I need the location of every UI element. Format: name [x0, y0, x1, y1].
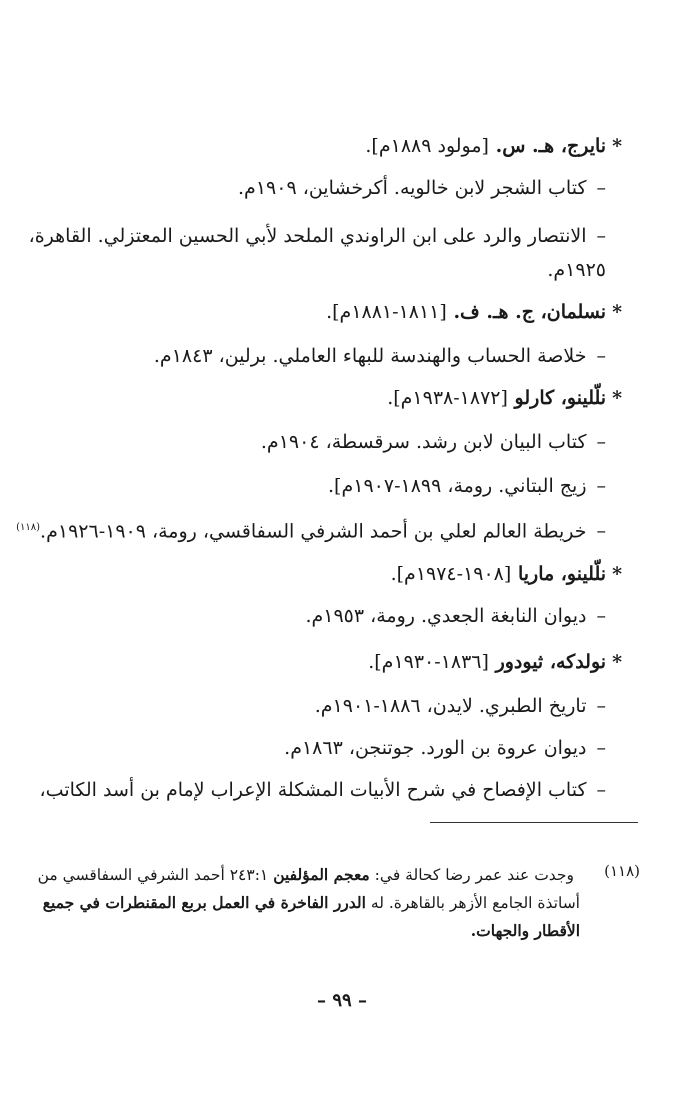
work-text: كتاب البيان لابن رشد. سرقسطة، ١٩٠٤م.: [260, 431, 587, 453]
footnote-book-title-cont: الأقطار والجهات.: [470, 921, 580, 940]
entry-dates: [١٩٠٨-١٩٧٤م].: [390, 563, 512, 585]
work-text: خلاصة الحساب والهندسة للبهاء العاملي. برلين، ١٨٤٣م.: [153, 345, 587, 367]
entry-name: نسلمان، ج. هـ. ف.: [453, 301, 607, 323]
footnote-text: وجدت عند عمر رضا كحالة في:: [369, 866, 574, 884]
footnote-ref[interactable]: (١١٨): [16, 522, 41, 533]
work-text: كتاب الإفصاح في شرح الأبيات المشكلة الإعراب لإمام بن أسد الكاتب،: [39, 779, 587, 801]
footnote-line: [38, 862, 574, 888]
work-dash: –: [596, 475, 606, 497]
footnote-number: (١١٨): [604, 862, 640, 880]
work-item: [29, 222, 606, 250]
work-item: [315, 692, 606, 720]
work-item: [16, 514, 606, 545]
entry-heading: [368, 648, 622, 676]
work-item: [238, 174, 606, 202]
entry-dates: [مولود ١٨٨٩م].: [365, 135, 489, 157]
work-item: [40, 776, 606, 804]
work-text: الانتصار والرد على ابن الراوندي الملحد لأبي الحسين المعتزلي. القاهرة،: [28, 225, 587, 247]
work-item: [305, 602, 606, 630]
work-text: خريطة العالم لعلي بن أحمد الشرفي السفاقسي، رومة، ١٩٠٩-١٩٢٦م.: [40, 520, 587, 543]
footnote-book-title: معجم المؤلفين: [273, 865, 370, 884]
work-dash: –: [596, 431, 606, 453]
page-number: – ٩٩ –: [317, 990, 367, 1011]
work-text: ديوان عروة بن الورد. جوتنجن، ١٨٦٣م.: [284, 737, 587, 759]
work-dash: –: [596, 605, 606, 627]
entry-star: *: [612, 563, 622, 585]
work-dash: –: [596, 779, 606, 801]
work-item: [328, 472, 606, 500]
entry-name: نلّلينو، كارلو: [514, 387, 607, 409]
entry-star: *: [612, 387, 622, 409]
footnote-line: [43, 890, 580, 916]
work-text: تاريخ الطبري. لايدن، ١٨٨٦-١٩٠١م.: [314, 695, 587, 717]
work-dash: –: [596, 177, 606, 199]
work-dash: –: [596, 695, 606, 717]
work-dash: –: [596, 345, 606, 367]
work-dash: –: [596, 520, 606, 543]
entry-name: نلّلينو، ماريا: [517, 563, 607, 585]
work-dash: –: [596, 737, 606, 759]
work-text: زيج البتاني. رومة، ١٨٩٩-١٩٠٧م].: [328, 475, 587, 497]
footnote-book-title: الدرر الفاخرة في العمل بربع المقنطرات في جميع: [42, 893, 366, 912]
footnote-text: أساتذة الجامع الأزهر بالقاهرة. له: [365, 894, 580, 912]
entry-star: *: [612, 135, 622, 157]
entry-star: *: [612, 651, 622, 673]
work-dash: –: [596, 225, 606, 247]
entry-heading: [387, 384, 622, 412]
work-text: كتاب الشجر لابن خالويه. أكرخشاين، ١٩٠٩م.: [238, 177, 587, 199]
entry-heading: [365, 132, 622, 160]
footnote-text: ٢٤٣:١ أحمد الشرفي السفاقسي من: [37, 866, 274, 884]
entry-star: *: [612, 301, 622, 323]
entry-dates: [١٨١١-١٨٨١م].: [326, 301, 447, 323]
entry-dates: [١٨٧٢-١٩٣٨م].: [387, 387, 508, 409]
entry-name: نايرج، هـ. س.: [495, 135, 607, 157]
work-item: [154, 342, 606, 370]
work-item: [284, 734, 606, 762]
entry-heading: [326, 298, 622, 326]
entry-heading: [391, 560, 622, 588]
footnote-separator: [430, 822, 638, 823]
work-continuation: ١٩٢٥م.: [547, 259, 606, 281]
work-item: [261, 428, 606, 456]
entry-name: نولدكه، ثيودور: [495, 651, 607, 673]
entry-dates: [١٨٣٦-١٩٣٠م].: [368, 651, 489, 673]
work-text: ديوان النابغة الجعدي. رومة، ١٩٥٣م.: [305, 605, 587, 627]
